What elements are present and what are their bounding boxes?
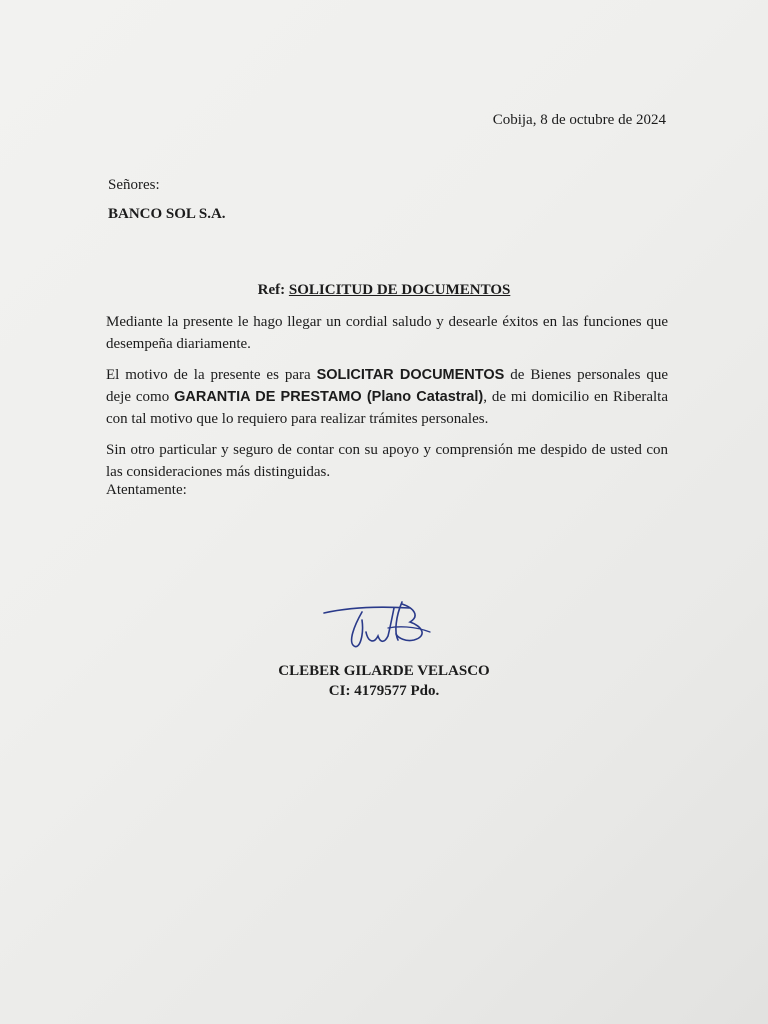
signer-name: CLEBER GILARDE VELASCO: [278, 663, 490, 679]
recipient: BANCO SOL S.A.: [108, 206, 226, 222]
ref-label: Ref:: [257, 282, 286, 298]
signer-id: CI: 4179577 Pdo.: [328, 683, 440, 699]
request-text-1: El motivo de la presente es para: [106, 367, 317, 383]
paragraph-request: [106, 364, 668, 430]
letter-body: [106, 311, 668, 492]
request-text-2: de Bienes personales que deje como: [106, 367, 668, 405]
reference-line: [0, 282, 768, 299]
salutation: Señores:: [108, 177, 160, 193]
request-text-3: , de mi domicilio en Riberalta con tal motivo que lo requiero para realizar trámites personales.: [106, 389, 669, 427]
date-line: Cobija, 8 de octubre de 2024: [492, 112, 666, 128]
request-bold-1: SOLICITAR DOCUMENTOS: [316, 367, 505, 383]
signer-block: [0, 661, 768, 701]
handwritten-signature: [318, 596, 436, 664]
closing: Atentamente:: [106, 482, 187, 498]
paragraph-farewell: Sin otro particular y seguro de contar con su apoyo y comprensión me despido de usted con las consideraciones más distinguidas.: [106, 442, 668, 480]
request-bold-2: GARANTIA DE PRESTAMO (Plano Catastral): [174, 389, 484, 405]
ref-subject: SOLICITUD DE DOCUMENTOS: [288, 282, 511, 298]
paragraph-greeting: Mediante la presente le hago llegar un cordial saludo y desearle éxitos en las funciones que desempeña diariamente.: [106, 314, 668, 352]
